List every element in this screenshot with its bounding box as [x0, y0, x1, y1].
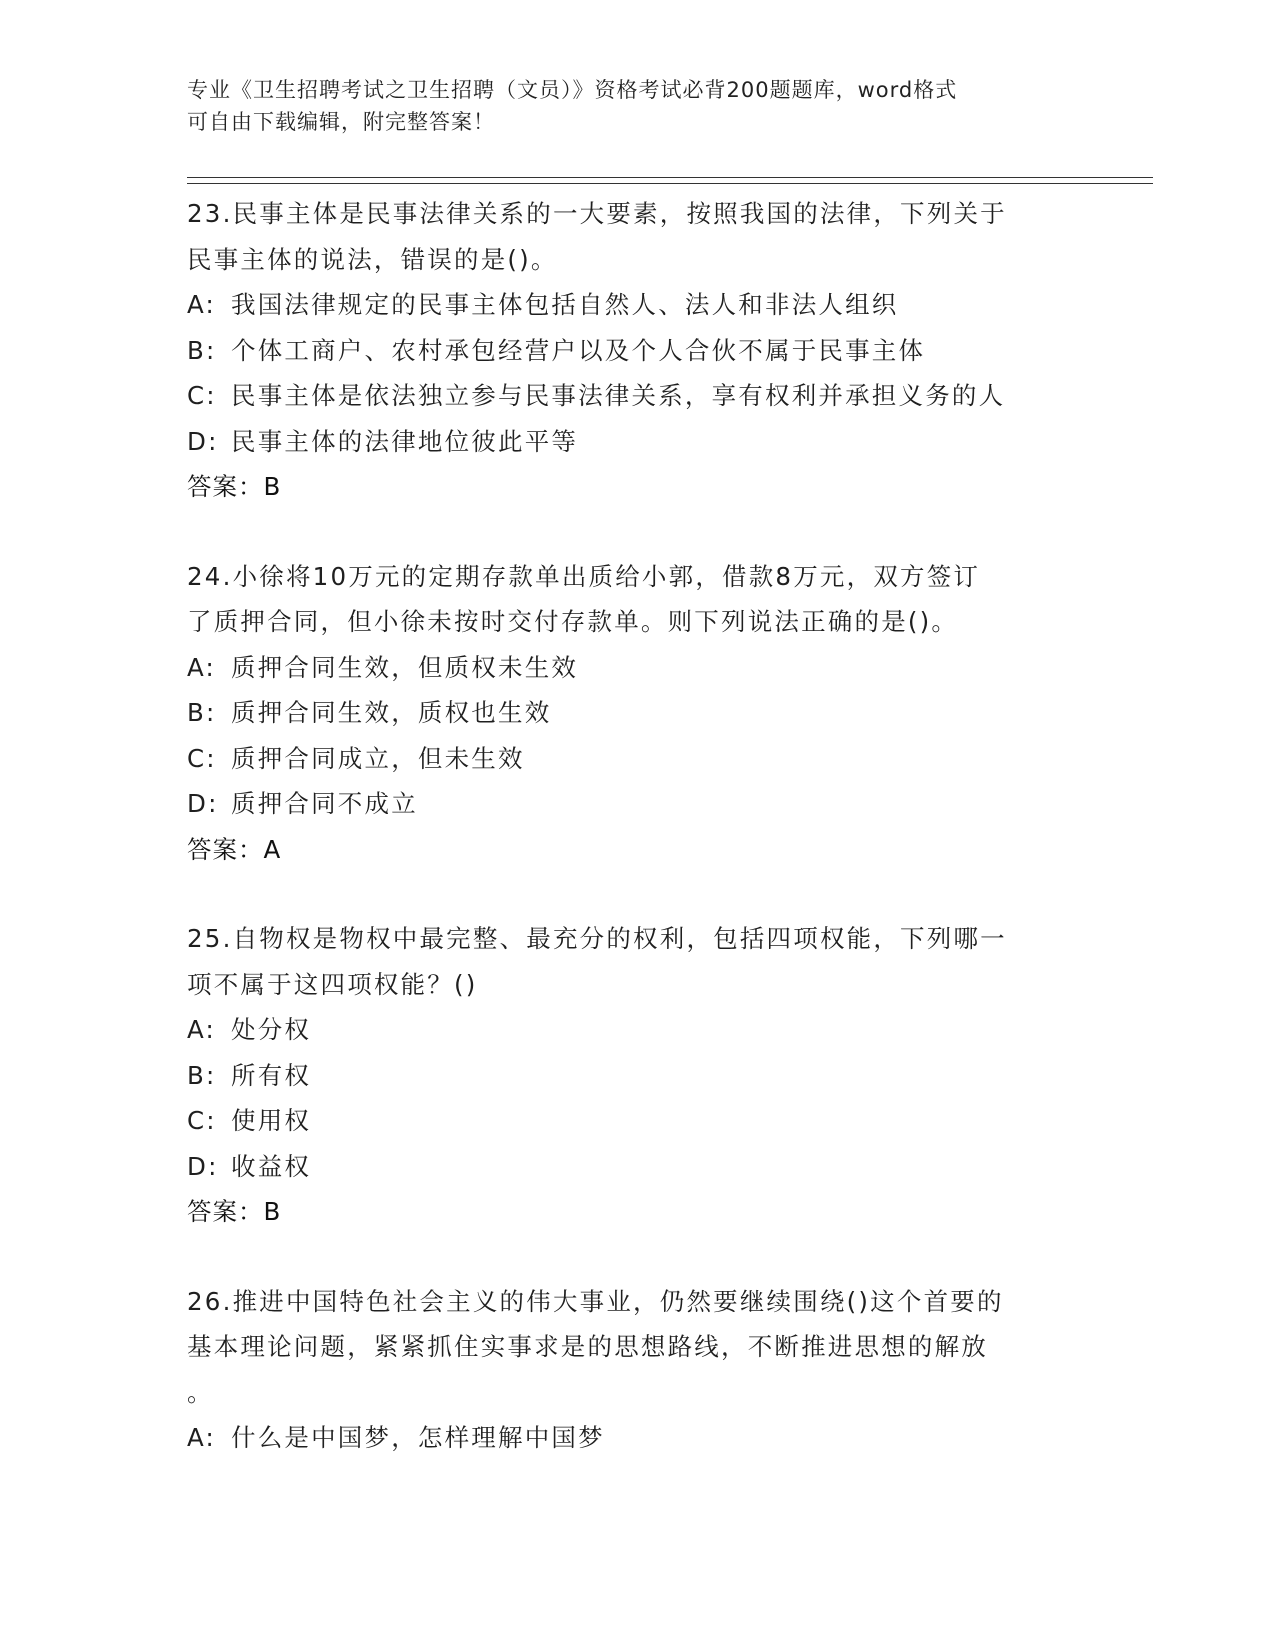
option-d: [187, 419, 1067, 465]
question-stem-line: 24.小徐将10万元的定期存款单出质给小郭，借款8万元，双方签订: [187, 561, 981, 591]
option-text: 民事主体是依法独立参与民事法律关系，享有权利并承担义务的人: [231, 381, 1006, 410]
option-text: 民事主体的法律地位彼此平等: [231, 426, 579, 456]
option-key: A:: [187, 290, 216, 319]
option-a: [187, 1415, 1067, 1461]
option-d: [187, 781, 1067, 827]
question-stem: [187, 554, 1067, 645]
option-text: 所有权: [231, 1060, 312, 1090]
option-key: A:: [187, 652, 216, 682]
option-c: [187, 1098, 1067, 1144]
question-stem-line: 项不属于这四项权能？(): [187, 969, 478, 999]
option-key: D:: [187, 426, 219, 456]
option-text: 收益权: [231, 1151, 312, 1181]
question-stem-line: 23.民事主体是民事法律关系的一大要素，按照我国的法律，下列关于: [187, 199, 1007, 228]
option-text: 个体工商户、农村承包经营户以及个人合伙不属于民事主体: [231, 335, 926, 365]
option-key: D:: [187, 1151, 219, 1181]
option-a: [187, 645, 1067, 691]
option-text: 质押合同不成立: [231, 789, 418, 818]
option-text: 处分权: [231, 1015, 312, 1044]
question-stem: [187, 916, 1067, 1007]
option-key: B:: [187, 335, 217, 365]
option-text: 质押合同生效，质权也生效: [231, 698, 552, 727]
option-c: [187, 736, 1067, 782]
header-title-line-2: 可自由下载编辑，附完整答案！: [187, 110, 495, 134]
header-divider-bottom: [187, 183, 1153, 184]
option-d: [187, 1144, 1067, 1190]
question-26: [187, 1279, 1067, 1461]
option-text: 质押合同生效，但质权未生效: [231, 652, 579, 682]
option-key: B:: [187, 1060, 217, 1090]
question-stem-line: 了质押合同，但小徐未按时交付存款单。则下列说法正确的是()。: [187, 607, 959, 636]
option-key: C:: [187, 1106, 217, 1135]
option-key: B:: [187, 698, 217, 727]
option-a: [187, 1007, 1067, 1053]
option-text: 使用权: [231, 1106, 312, 1135]
option-text: 我国法律规定的民事主体包括自然人、法人和非法人组织: [231, 290, 899, 319]
option-b: [187, 690, 1067, 736]
option-a: [187, 282, 1067, 328]
option-text: 质押合同成立，但未生效: [231, 743, 525, 773]
question-stem-line: 25.自物权是物权中最完整、最充分的权利，包括四项权能，下列哪一: [187, 924, 1007, 953]
question-stem-line: 26.推进中国特色社会主义的伟大事业，仍然要继续围绕()这个首要的: [187, 1286, 1004, 1316]
answer-line: 答案：A: [187, 834, 282, 864]
question-23: [187, 191, 1067, 510]
document-header: [187, 74, 1067, 138]
question-stem-line: 。: [187, 1377, 214, 1407]
answer-line: 答案：B: [187, 472, 282, 501]
answer-line: 答案：B: [187, 1197, 282, 1226]
question-25: [187, 916, 1067, 1235]
question-stem-line: 民事主体的说法，错误的是()。: [187, 244, 558, 274]
question-24: [187, 554, 1067, 873]
option-key: C:: [187, 381, 217, 410]
option-text: 什么是中国梦，怎样理解中国梦: [231, 1423, 605, 1452]
question-list: [187, 191, 1067, 1505]
option-key: A:: [187, 1423, 216, 1452]
option-b: [187, 328, 1067, 374]
question-stem: [187, 191, 1067, 282]
option-b: [187, 1053, 1067, 1099]
header-title-line-1: 专业《卫生招聘考试之卫生招聘（文员）》资格考试必背200题题库，word格式: [187, 78, 958, 102]
question-stem: [187, 1279, 1067, 1416]
option-key: D:: [187, 789, 219, 818]
question-stem-line: 基本理论问题，紧紧抓住实事求是的思想路线，不断推进思想的解放: [187, 1332, 988, 1361]
option-key: A:: [187, 1015, 216, 1044]
option-key: C:: [187, 743, 217, 773]
option-c: [187, 373, 1067, 419]
header-divider-top: [187, 177, 1153, 178]
